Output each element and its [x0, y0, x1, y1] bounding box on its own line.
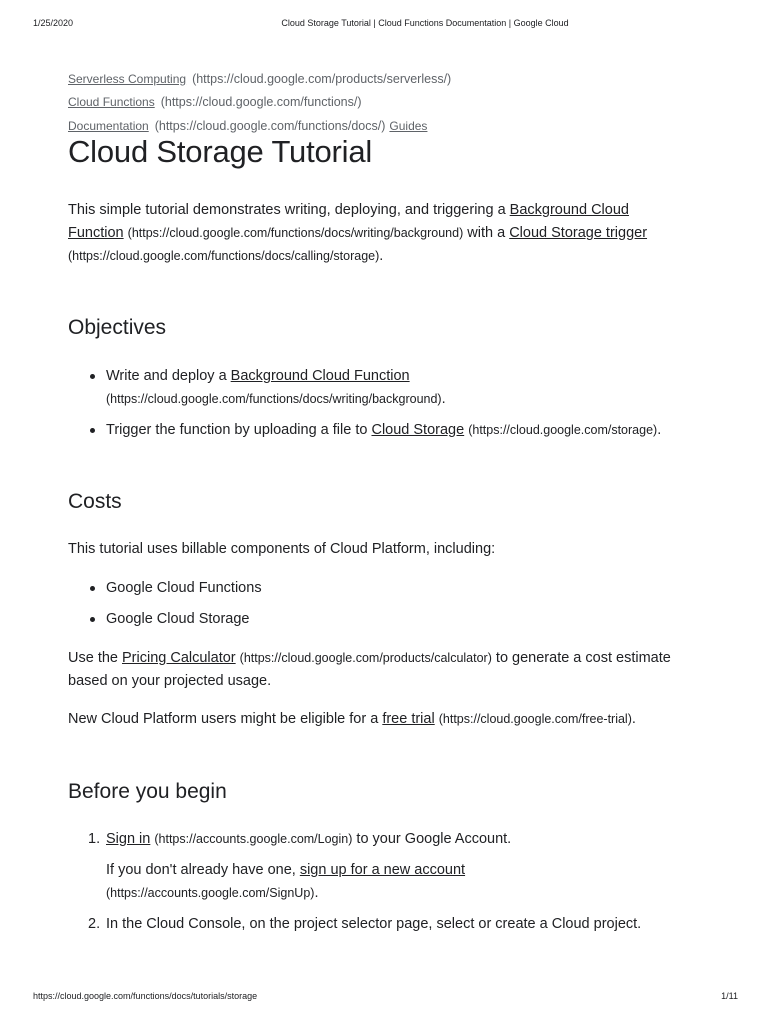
list-item-text: In the Cloud Console, on the project selector page, select or create a Cloud project. — [106, 916, 642, 932]
para-text: . — [631, 711, 636, 727]
breadcrumb-link-functions[interactable]: Cloud Functions — [68, 95, 155, 109]
breadcrumb-link-serverless[interactable]: Serverless Computing — [68, 72, 187, 86]
step-number: 2. — [88, 916, 101, 932]
item-text: Trigger the function by uploading a file to — [106, 422, 372, 438]
bullet-icon — [90, 428, 95, 433]
link-cloud-storage-trigger[interactable]: Cloud Storage trigger — [509, 225, 648, 241]
intro-text: This simple tutorial demonstrates writing, deploying, and triggering a — [68, 202, 510, 218]
intro-url: (https://cloud.google.com/functions/docs/writing/background) — [127, 226, 464, 240]
list-item-text: Google Cloud Functions — [106, 580, 262, 596]
para-url: (https://cloud.google.com/products/calculator) — [239, 651, 492, 665]
item-url: (https://cloud.google.com/functions/docs/writing/background) — [106, 392, 442, 406]
item-text: to your Google Account. — [352, 831, 512, 847]
free-trial-paragraph — [68, 708, 688, 731]
link-background-cloud-function[interactable]: Background Cloud Function — [68, 202, 629, 241]
item-text: If you don't already have one, — [106, 862, 300, 878]
item-text: Write and deploy a — [106, 368, 231, 384]
bullet-icon — [90, 617, 95, 622]
bullet-icon — [90, 586, 95, 591]
para-text: Use the — [68, 650, 122, 666]
intro-text: with a — [463, 225, 510, 241]
bullet-icon — [90, 374, 95, 379]
list-item-text — [106, 859, 696, 905]
heading-before-you-begin: Before you begin — [68, 780, 227, 803]
print-date: 1/25/2020 — [33, 18, 74, 28]
print-footer — [0, 991, 770, 1005]
para-text: New Cloud Platform users might be eligible for a — [68, 711, 383, 727]
item-url: (https://accounts.google.com/SignUp) — [106, 886, 315, 900]
link-sign-up[interactable]: sign up for a new account — [299, 862, 466, 878]
breadcrumb-serverless — [68, 72, 451, 86]
intro-url: (https://cloud.google.com/functions/docs/calling/storage) — [68, 249, 380, 263]
list-item-text — [106, 365, 696, 411]
para-text: to generate a cost estimate based on your projected usage. — [68, 650, 671, 689]
page-number: 1/11 — [721, 991, 738, 1001]
breadcrumb-url: (https://cloud.google.com/functions/) — [160, 95, 362, 109]
link-sign-in[interactable]: Sign in — [106, 831, 151, 847]
list-item-text: Google Cloud Storage — [106, 611, 250, 627]
breadcrumb-url: (https://cloud.google.com/functions/docs/) — [154, 119, 386, 133]
heading-costs: Costs — [68, 490, 122, 513]
breadcrumb-functions — [68, 95, 362, 109]
item-url: (https://accounts.google.com/Login) — [154, 832, 353, 846]
item-text: . — [441, 391, 446, 407]
print-title: Cloud Storage Tutorial | Cloud Functions Documentation | Google Cloud — [281, 18, 569, 28]
heading-objectives: Objectives — [68, 316, 167, 339]
print-url: https://cloud.google.com/functions/docs/tutorials/storage — [33, 991, 258, 1001]
breadcrumb-documentation — [68, 119, 427, 133]
pricing-paragraph — [68, 647, 688, 693]
para-url: (https://cloud.google.com/free-trial) — [438, 712, 632, 726]
breadcrumb-link-documentation[interactable]: Documentation — [68, 119, 149, 133]
page-title: Cloud Storage Tutorial — [68, 134, 373, 169]
link-cloud-storage[interactable]: Cloud Storage — [371, 422, 465, 438]
list-item-text — [106, 419, 696, 442]
print-header — [0, 18, 770, 32]
costs-intro: This tutorial uses billable components of Cloud Platform, including: — [68, 541, 496, 557]
breadcrumb-link-guides[interactable]: Guides — [389, 119, 428, 133]
item-text: . — [314, 885, 319, 901]
breadcrumb-url: (https://cloud.google.com/products/serverless/) — [192, 72, 452, 86]
step-number: 1. — [88, 831, 101, 847]
link-pricing-calculator[interactable]: Pricing Calculator — [122, 650, 236, 666]
intro-text: . — [379, 248, 384, 264]
list-item-text — [106, 828, 696, 851]
item-text: . — [657, 422, 662, 438]
link-background-cloud-function[interactable]: Background Cloud Function — [230, 368, 410, 384]
item-url: (https://cloud.google.com/storage) — [468, 423, 658, 437]
link-free-trial[interactable]: free trial — [382, 711, 435, 727]
intro-paragraph — [68, 199, 688, 268]
